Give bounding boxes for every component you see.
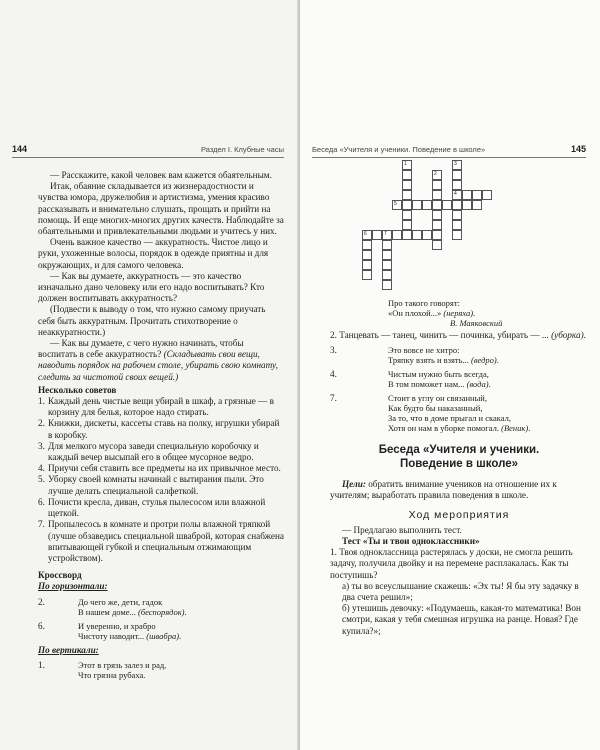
paragraph: (Подвести к выводу о том, что нужно самому приучать себя быть аккуратным. Прочитать стихотворение о неаккуратности.)	[38, 304, 266, 337]
cell-number: 6	[364, 231, 367, 237]
cell-number: 7	[384, 231, 387, 237]
crossword-cell	[472, 190, 482, 200]
list-item: 3. Для мелкого мусора заведи специальную коробочку и каждый вечер высыпай его в общее мусорное ведро.	[38, 440, 259, 463]
crossword-cell	[382, 250, 392, 260]
section-title: Беседа «Учителя и ученики. Поведение в школе»	[378, 444, 540, 471]
crossword-cell	[452, 160, 462, 170]
crossword-grid	[362, 160, 502, 288]
crossword-cell	[432, 170, 442, 180]
crossword-cell	[422, 230, 432, 240]
crossword-cell	[432, 180, 442, 190]
crossword-cell	[362, 250, 372, 260]
crossword-cell	[432, 200, 442, 210]
cell-number: 4	[454, 191, 457, 197]
paragraph: — Расскажите, какой человек вам кажется обаятельным.	[50, 170, 272, 180]
crossword-cell	[472, 200, 482, 210]
crossword-cell	[432, 210, 442, 220]
crossword-cell	[382, 260, 392, 270]
vertical-label: По вертикали:	[38, 644, 99, 655]
crossword-cell	[362, 240, 372, 250]
crossword-cell	[382, 270, 392, 280]
paragraph: — Как вы думаете, аккуратность — это качество изначально дано человеку или его надо воспитывать? Кто должен воспитывать аккуратность?	[38, 270, 265, 304]
progress-title: Ход мероприятия	[408, 508, 510, 521]
crossword-clue: 2. До чего же, дети, гадок В нашем доме... (беспорядок).	[38, 596, 187, 617]
crossword-cell	[412, 200, 422, 210]
crossword-cell	[402, 200, 412, 210]
paragraph: Итак, обаяние складывается из жизнерадостности и чувства юмора, дружелюбия и артистизма, умения красиво рассказывать и внимательно слушать, прощать и прийти на помощь. И еще многих-многих других качеств. Наблюдайте за обаятельными и привлекательными людьми и учитесь у них.	[38, 181, 284, 237]
crossword-cell	[452, 210, 462, 220]
crossword-cell	[462, 190, 472, 200]
crossword-cell	[392, 200, 402, 210]
crossword-cell	[402, 180, 412, 190]
right-running-header	[312, 143, 586, 158]
cell-number: 2	[434, 171, 437, 177]
left-page-number: 144	[12, 144, 28, 154]
crossword-cell	[422, 200, 432, 210]
crossword-cell	[382, 240, 392, 250]
horizontal-label: По горизонтали:	[38, 581, 108, 592]
crossword-cell	[402, 160, 412, 170]
crossword-clue: 1. Этот в грязь залез и рад, Что грязна рубаха.	[38, 659, 167, 680]
left-header-title: Раздел I. Клубные часы	[200, 145, 284, 154]
crossword-cell	[432, 220, 442, 230]
crossword-cell	[382, 280, 392, 290]
answer: а) ты во всеуслышание скажешь: «Эх ты! Я бы эту задачку в два счета решил»;	[342, 580, 579, 603]
riddle: 3. Это вовсе не хитро: Тряпку взять и взять... (ведро).	[330, 345, 499, 366]
crossword-cell	[372, 230, 382, 240]
riddle: 4. Чистым нужно быть всегда, В том поможет нам... (вода).	[330, 369, 491, 390]
riddle: Про такого говорят: «Он плохой...» (неряха). В. Маяковский	[388, 298, 588, 328]
crossword-cell	[452, 220, 462, 230]
crossword-cell	[362, 270, 372, 280]
goals: Цели: обратить внимание учеников на отношение их к учителям; выработать правила поведения в школе.	[330, 479, 557, 501]
question: — Как вы думаете, с чего нужно начинать, чтобы воспитать в себе аккуратность? (Складывать свои вещи, наводить порядок на рабочем столе, убирать свою комнату, следить за чистотой своих вещей.)	[38, 338, 278, 382]
answer: б) утешишь девочку: «Подумаешь, какая-то математика! Вон смотри, какая у тебя смешная игрушка на ранце. Новая? Где купила?»;	[342, 603, 581, 636]
right-body	[330, 298, 588, 637]
cell-number: 1	[404, 161, 407, 167]
list-item: 6. Почисти кресла, диван, стулья пылесосом или влажной щеткой.	[38, 496, 266, 519]
crossword-cell	[362, 260, 372, 270]
crossword-clue: 6. И уверенно, и храбро Чистоту наводит... (швабра).	[38, 620, 182, 641]
right-header-title: Беседа «Учителя и ученики. Поведение в школе»	[312, 145, 486, 154]
right-page-number: 145	[570, 144, 586, 154]
cell-number: 3	[454, 161, 457, 167]
tips-list	[38, 396, 284, 564]
riddle: 7. Стоит в углу он связанный, Как будто бы наказанный, За то, что в доме прыгал и скакал, Хотя он нам в уборке помогал. (Веник).	[330, 393, 531, 434]
crossword-cell	[392, 230, 402, 240]
crossword-cell	[452, 180, 462, 190]
list-item: 5. Уборку своей комнаты начинай с вытирания пыли. Это лучше делать специальной салфеткой.	[38, 474, 264, 496]
crossword-title: Кроссворд	[38, 570, 82, 581]
crossword-cell	[402, 230, 412, 240]
cell-number: 5	[394, 201, 397, 207]
test-title: Тест «Ты и твои одноклассники»	[342, 536, 480, 547]
crossword-cell	[482, 190, 492, 200]
tips-title: Несколько советов	[38, 384, 117, 395]
intro: — Предлагаю выполнить тест.	[342, 524, 462, 535]
question-hint: (Складывать свои вещи, наводить порядок на рабочем столе, убирать свою комнату, следить за чистотой своих вещей.)	[38, 349, 278, 382]
list-item: 4. Приучи себя ставить все предметы на их привычное место.	[38, 463, 281, 474]
crossword-cell	[412, 230, 422, 240]
crossword-cell	[442, 200, 452, 210]
crossword-cell	[362, 230, 372, 240]
list-item: 1. Каждый день чистые вещи убирай в шкаф, а грязные — в корзину для белья, которое надо стирать.	[38, 396, 274, 418]
list-item: 2. Книжки, дискеты, кассеты ставь на полку, игрушки убирай в коробку.	[38, 418, 280, 440]
left-body	[38, 170, 284, 680]
crossword-cell	[402, 210, 412, 220]
list-item: 7. Пропылесось в комнате и протри полы влажной тряпкой (лучше обзаведись специальной шваброй, которая снабжена впитывающей губкой и специальным отжимающим устройством).	[38, 519, 284, 563]
crossword-cell	[432, 240, 442, 250]
left-running-header	[12, 143, 284, 158]
question-1: 1. Твоя одноклассница растерялась у доски, не смогла решить задачу, получила двойку и на перемене расплакалась. Как ты поступишь?	[330, 547, 573, 580]
paragraph: Очень важное качество — аккуратность. Чистое лицо и руки, ухоженные волосы, порядок в одежде приятны и для окружающих, и для самого человека.	[38, 237, 269, 270]
item-2: 2. Танцевать — танец, чинить — починка, убирать — ... (уборка).	[330, 330, 586, 340]
crossword-cell	[452, 170, 462, 180]
crossword-cell	[452, 230, 462, 240]
crossword-cell	[452, 200, 462, 210]
crossword-cell	[432, 190, 442, 200]
crossword-cell	[382, 230, 392, 240]
crossword-cell	[432, 230, 442, 240]
crossword-cell	[452, 190, 462, 200]
crossword-cell	[402, 220, 412, 230]
crossword-cell	[402, 170, 412, 180]
crossword-cell	[402, 190, 412, 200]
crossword-cell	[462, 200, 472, 210]
author: В. Маяковский	[450, 318, 503, 328]
